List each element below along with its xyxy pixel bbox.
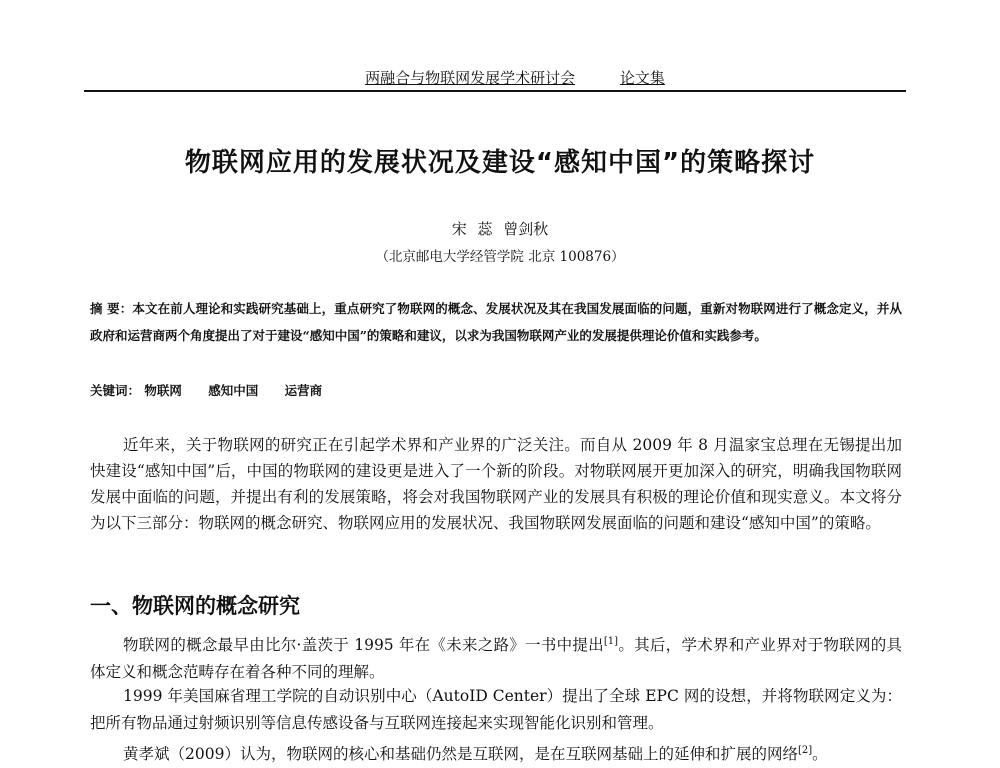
citation-ref[interactable]: [1] <box>603 636 619 647</box>
paper-title: 物联网应用的发展状况及建设“感知中国”的策略探讨 <box>184 148 816 178</box>
keywords <box>90 381 902 399</box>
keyword: 物联网 <box>144 383 182 398</box>
running-header <box>84 67 906 92</box>
body-paragraph <box>90 737 902 768</box>
paragraph-text: 黄孝斌（2009）认为，物联网的核心和基础仍然是互联网，是在互联网基础上的延伸和扩展的网络 <box>123 745 798 764</box>
keyword: 感知中国 <box>208 383 259 398</box>
abstract <box>90 295 902 349</box>
paragraph-text: 物联网的概念最早由比尔·盖茨于 1995 年在《未来之路》一书中提出 <box>123 636 604 655</box>
proceedings-name: 两融合与物联网发展学术研讨会 <box>365 69 576 87</box>
affiliation: （北京邮电大学经管学院 北京 100876） <box>375 249 625 265</box>
paragraph-text: 。 <box>812 745 828 764</box>
abstract-text: 本文在前人理论和实践研究基础上，重点研究了物联网的概念、发展状况及其在我国发展面临的问题，重新对物联网进行了概念定义，并从政府和运营商两个角度提出了对于建设“感知中国”的策略和建议，以求为我国物联网产业的发展提供理论价值和实践参考。 <box>90 301 902 343</box>
collection-label: 论文集 <box>619 69 665 87</box>
citation-ref[interactable]: [2] <box>797 745 813 756</box>
body-paragraph: 1999 年美国麻省理工学院的自动识别中心（AutoID Center）提出了全球 EPC 网的设想，并将物联网定义为：把所有物品通过射频识别等信息传感设备与互联网连接起来实现智能化识别和管理。 <box>90 687 902 732</box>
body-paragraph <box>90 628 902 686</box>
section-heading: 一、物联网的概念研究 <box>90 594 300 618</box>
intro-paragraph: 近年来，关于物联网的研究正在引起学术界和产业界的广泛关注。而自从 2009 年 8 月温家宝总理在无锡提出加快建设“感知中国”后，中国的物联网的建设更是进入了一个新的阶段。对物联网展开更加深入的研究，明确我国物联网发展中面临的问题，并提出有利的发展策略，将会对我国物联网产业的发展具有积极的理论价值和现实意义。本文将分为以下三部分：物联网的概念研究、物联网应用的发展状况、我国物联网发展面临的问题和建设“感知中国”的策略。 <box>90 436 902 532</box>
keyword: 运营商 <box>284 383 323 398</box>
author-list: 宋 蕊 曾剑秋 <box>451 220 549 238</box>
keywords-label: 关键词： <box>90 383 141 398</box>
paragraph-text: 。其后，学术界和产业界对于物联网的具体定义和概念范畴存在着各种不同的理解。 <box>90 636 902 682</box>
abstract-label: 摘 要： <box>90 301 133 316</box>
